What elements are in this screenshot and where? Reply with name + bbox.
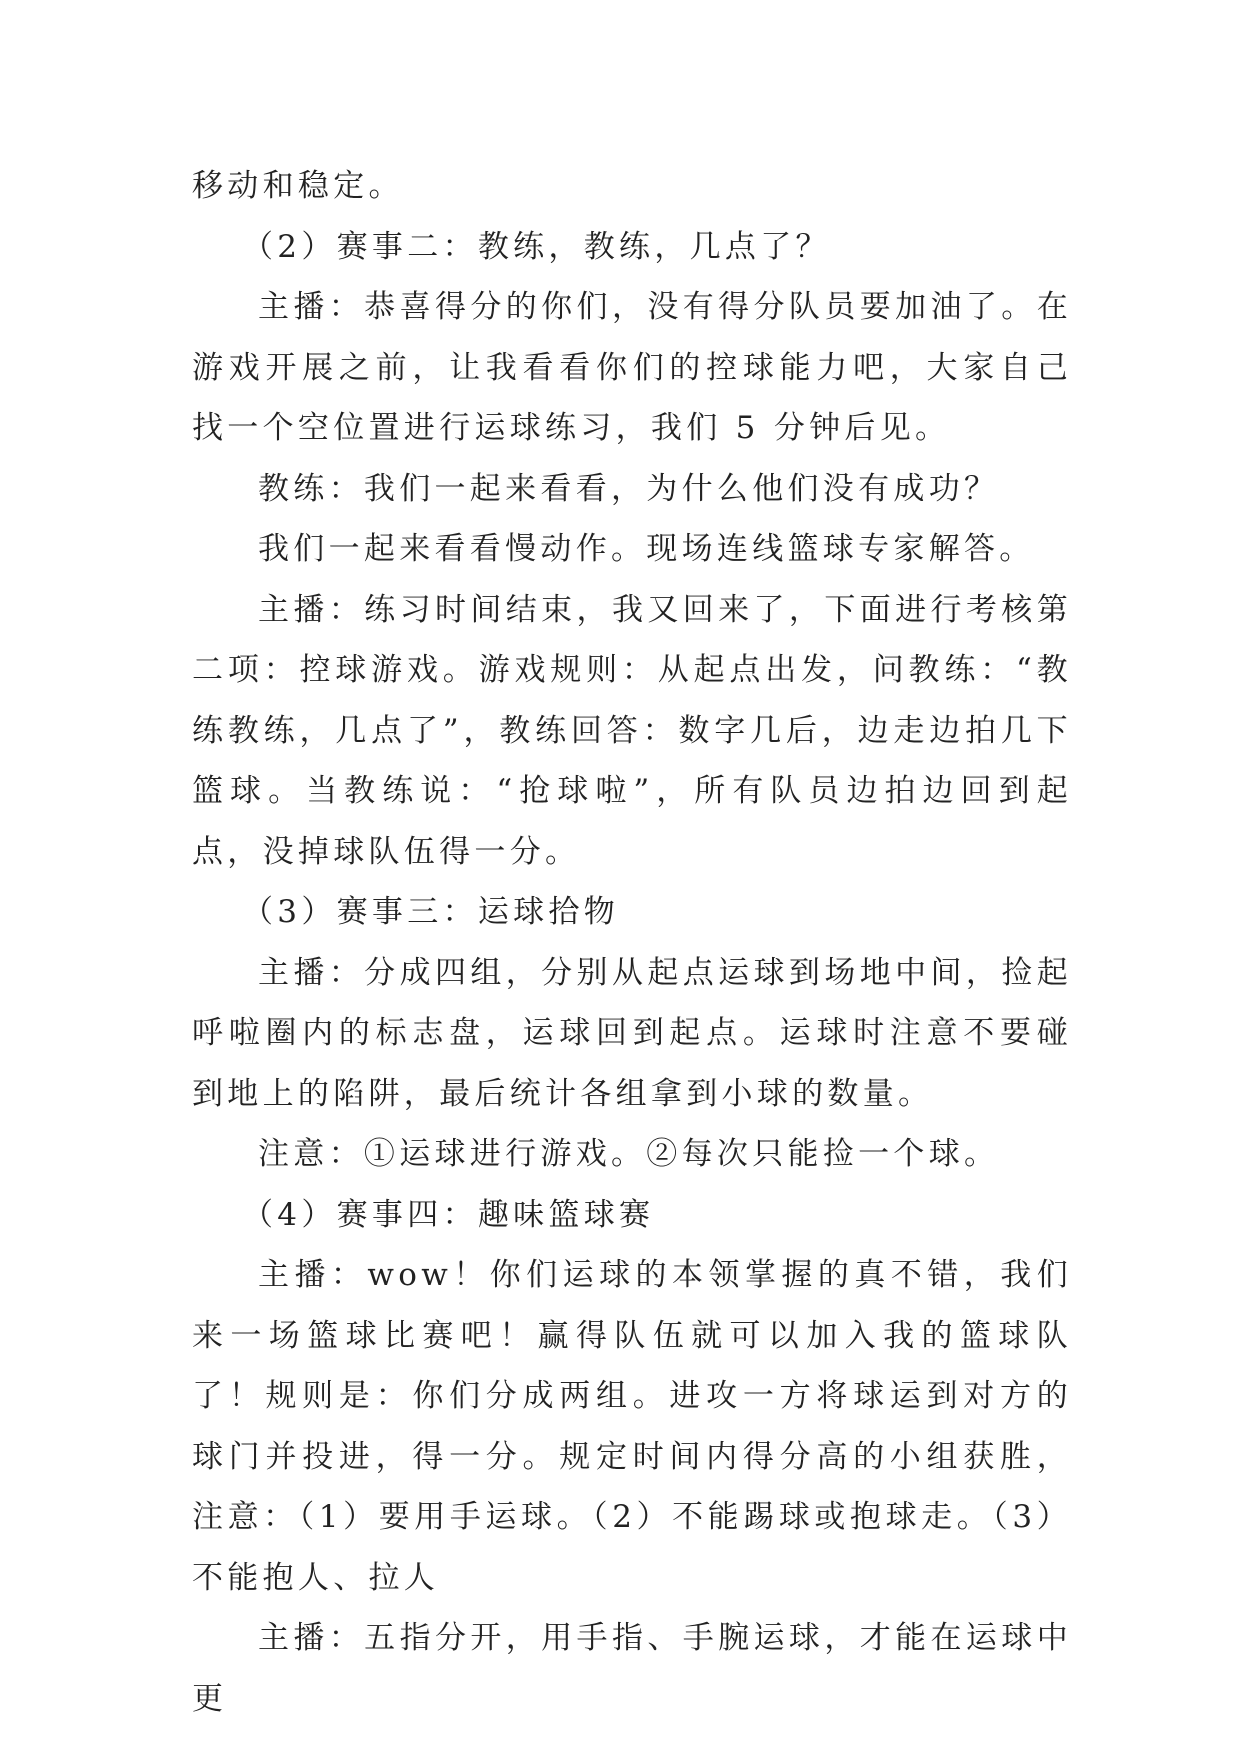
paragraph-notes: 注意：①运球进行游戏。②每次只能捡一个球。 xyxy=(258,1136,1000,1172)
paragraph-continuation: 移动和稳定。 xyxy=(192,168,404,204)
paragraph-host-practice: 主播：恭喜得分的你们，没有得分队员要加油了。在游戏开展之前，让我看看你们的控球能力吧，大家自己找一个空位置进行运球练习，我们 5 分钟后见。 xyxy=(192,289,1072,446)
section-heading-event-three: （3）赛事三：运球拾物 xyxy=(242,894,620,930)
document-body xyxy=(192,156,1072,1729)
paragraph-coach-question: 教练：我们一起来看看，为什么他们没有成功？ xyxy=(258,470,1000,507)
paragraph-slow-motion: 我们一起来看看慢动作。现场连线篮球专家解答。 xyxy=(258,531,1035,567)
paragraph-dribble-tip: 主播：五指分开，用手指、手腕运球，才能在运球中更 xyxy=(192,1620,1072,1717)
section-heading-event-two: （2）赛事二：教练，教练，几点了？ xyxy=(242,228,831,265)
paragraph-game-rules: 主播：练习时间结束，我又回来了，下面进行考核第二项：控球游戏。游戏规则：从起点出发，问教练：“教练教练，几点了”，教练回答：数字几后，边走边拍几下篮球。当教练说：“抢球啦”，所有队员边拍边回到起点，没掉球队伍得一分。 xyxy=(192,591,1072,870)
paragraph-dribble-pickup: 主播：分成四组，分别从起点运球到场地中间，捡起呼啦圈内的标志盘，运球回到起点。运球时注意不要碰到地上的陷阱，最后统计各组拿到小球的数量。 xyxy=(192,954,1072,1112)
section-heading-event-four: （4）赛事四：趣味篮球赛 xyxy=(242,1196,655,1233)
paragraph-basketball-match: 主播：wow！你们运球的本领掌握的真不错，我们来一场篮球比赛吧！赢得队伍就可以加入我的篮球队了！规则是：你们分成两组。进攻一方将球运到对方的球门并投进，得一分。规定时间内得分高的小组获胜，注意：（1）要用手运球。（2）不能踢球或抱球走。（3）不能抱人、拉人 xyxy=(192,1257,1072,1596)
